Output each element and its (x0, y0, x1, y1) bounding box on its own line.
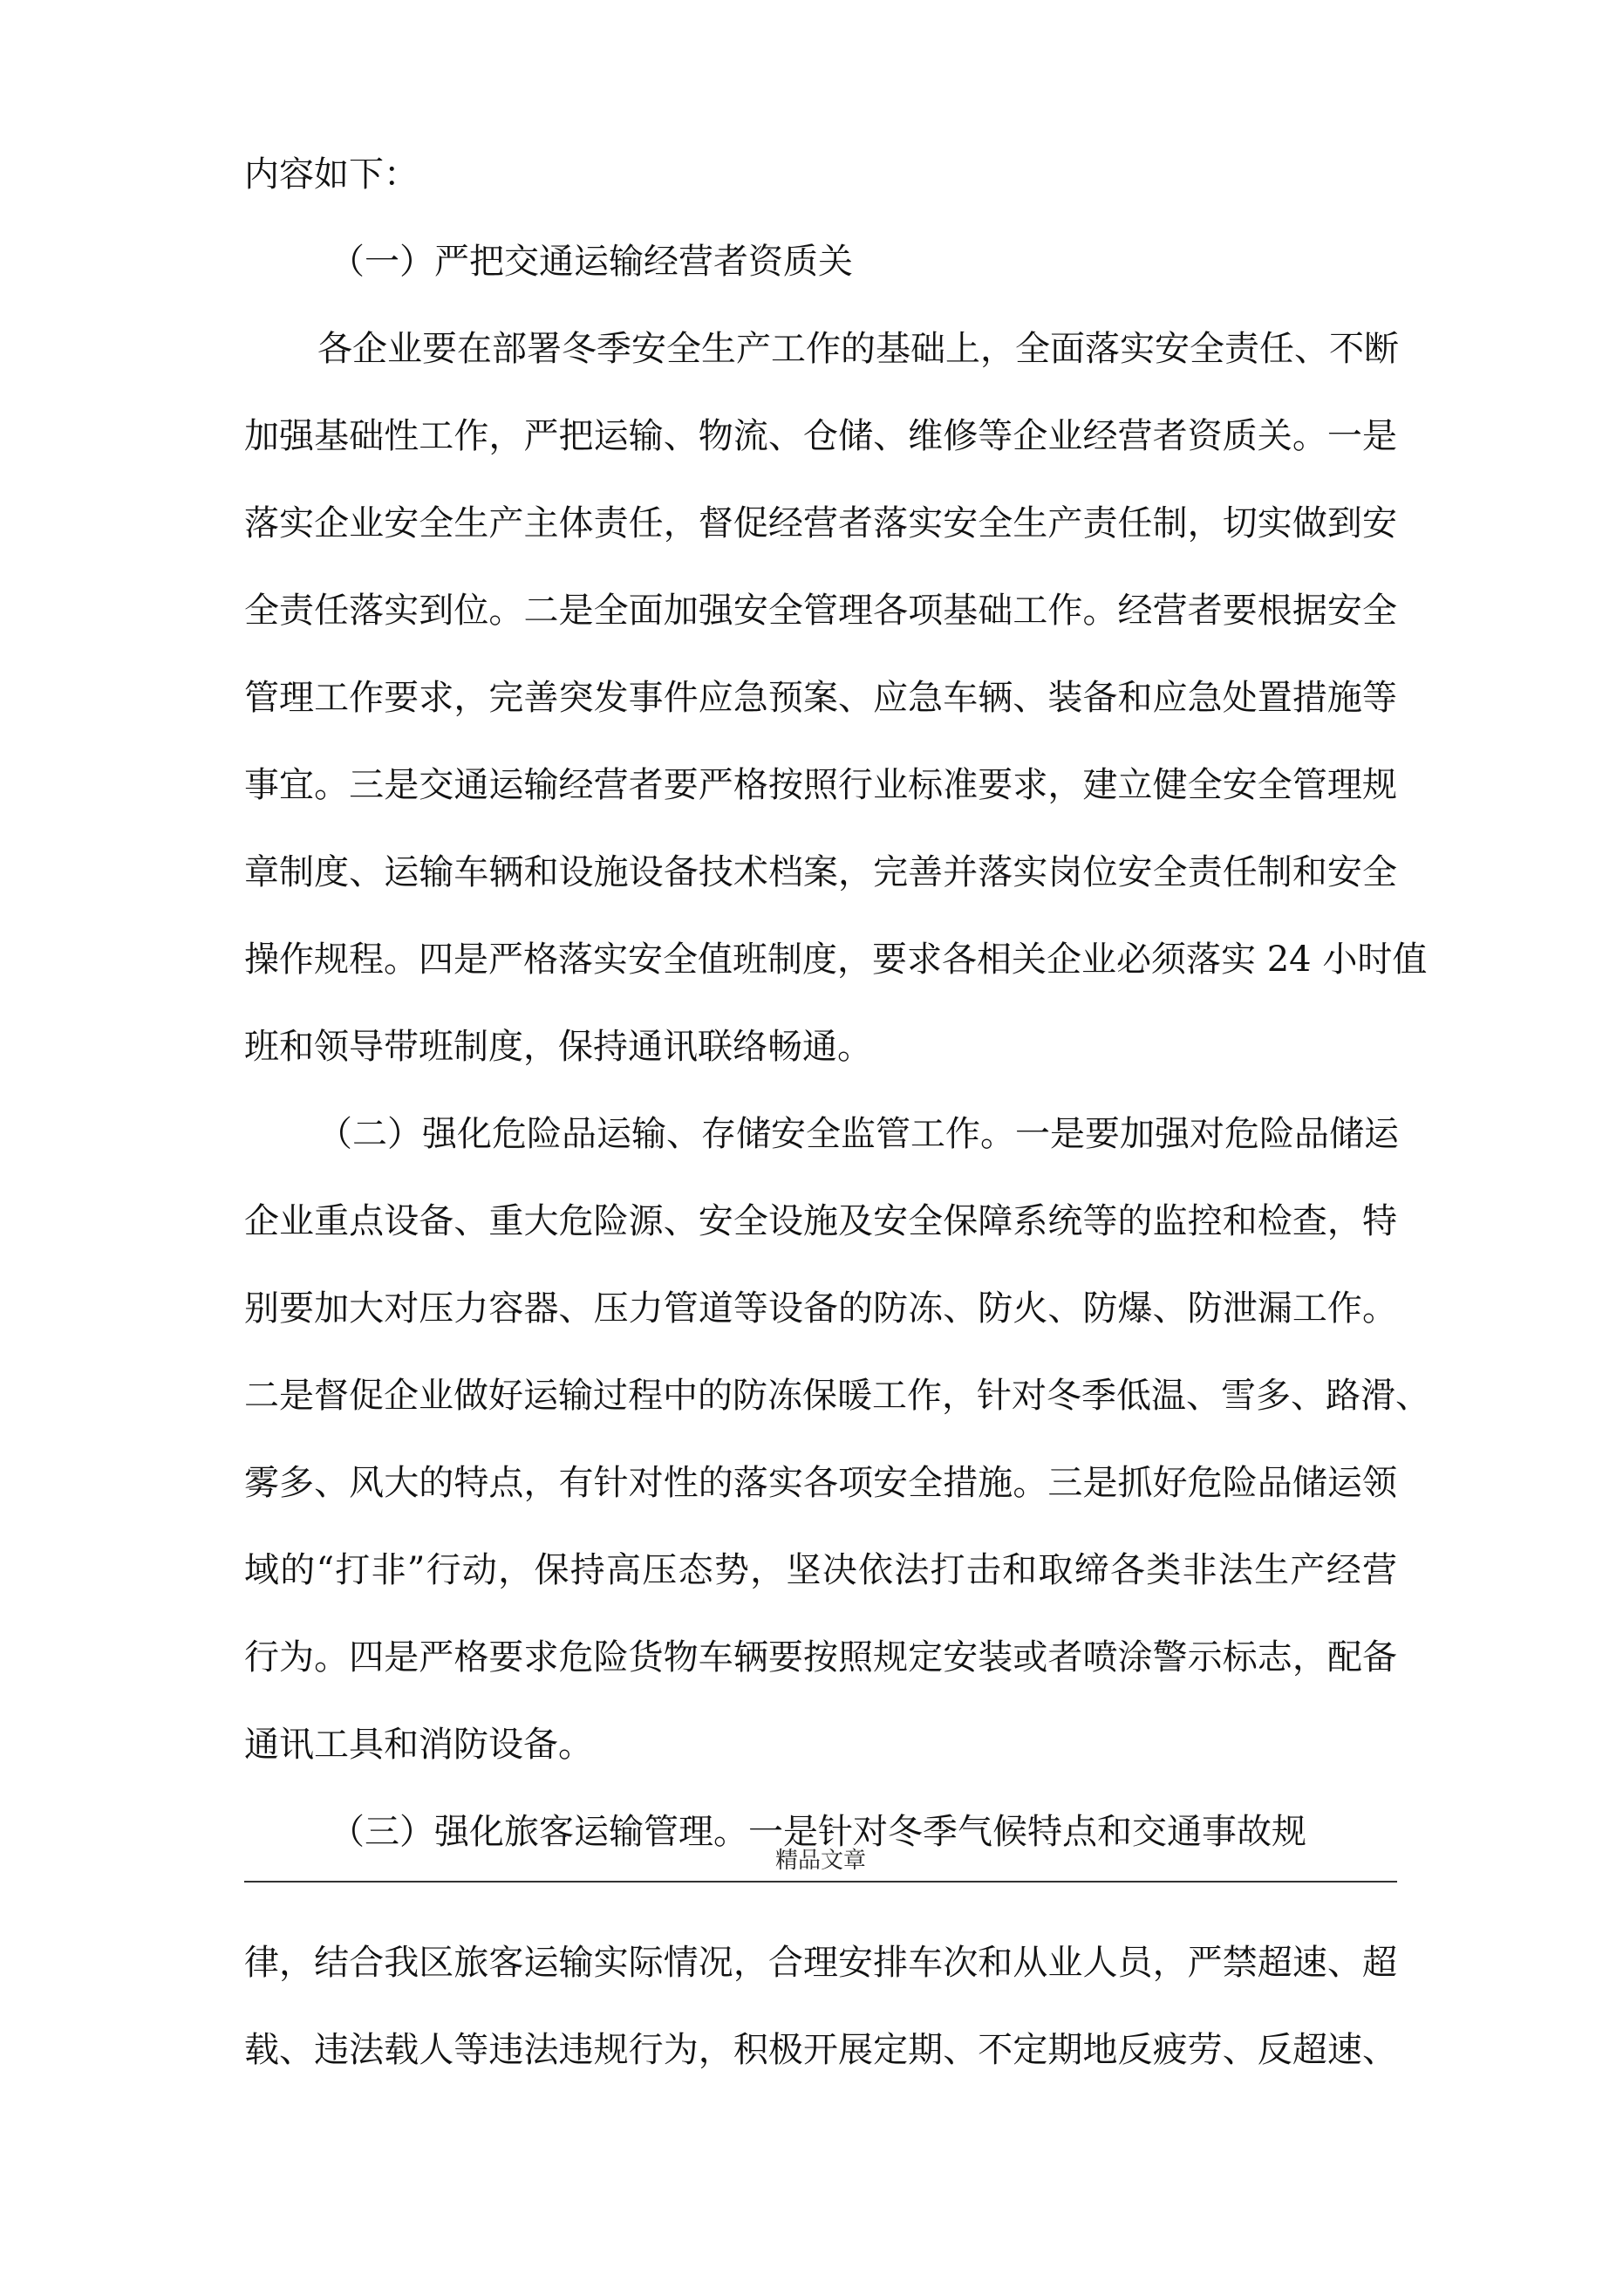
paragraph-line: 落实企业安全生产主体责任，督促经营者落实安全生产责任制，切实做到安 (244, 503, 1397, 543)
section-heading-1: （一）严把交通运输经营者资质关 (330, 242, 853, 282)
paragraph-line: 操作规程。四是严格落实安全值班制度，要求各相关企业必须落实 24 小时值 (244, 940, 1428, 980)
paragraph-line: 域的“打非”行动，保持高压态势，坚决依法打击和取缔各类非法生产经营 (244, 1550, 1397, 1590)
footer-divider (244, 1881, 1397, 1883)
section-heading-2-line: （二）强化危险品运输、存储安全监管工作。一是要加强对危险品储运 (317, 1114, 1399, 1154)
paragraph-line: 别要加大对压力容器、压力管道等设备的防冻、防火、防爆、防泄漏工作。 (244, 1288, 1397, 1329)
paragraph-line: 通讯工具和消防设备。 (244, 1725, 593, 1765)
paragraph-line: 载、违法载人等违法违规行为，积极开展定期、不定期地反疲劳、反超速、 (244, 2030, 1397, 2070)
paragraph-line: 内容如下： (244, 154, 419, 195)
paragraph-line: 管理工作要求，完善突发事件应急预案、应急车辆、装备和应急处置措施等 (244, 678, 1397, 718)
page-footer: 精品文章 (774, 1848, 866, 1874)
paragraph-line: 事宜。三是交通运输经营者要严格按照行业标准要求，建立健全安全管理规 (244, 765, 1397, 805)
paragraph-line: 企业重点设备、重大危险源、安全设施及安全保障系统等的监控和检查，特 (244, 1201, 1397, 1241)
paragraph-line: 班和领导带班制度，保持通讯联络畅通。 (244, 1027, 872, 1067)
paragraph-line: 二是督促企业做好运输过程中的防冻保暖工作，针对冬季低温、雪多、路滑、 (244, 1376, 1430, 1416)
paragraph-line: 加强基础性工作，严把运输、物流、仓储、维修等企业经营者资质关。一是 (244, 416, 1397, 456)
section-heading-3-line: （三）强化旅客运输管理。一是针对冬季气候特点和交通事故规 (330, 1812, 1306, 1852)
paragraph-line: 雾多、风大的特点，有针对性的落实各项安全措施。三是抓好危险品储运领 (244, 1463, 1397, 1503)
paragraph-line: 全责任落实到位。二是全面加强安全管理各项基础工作。经营者要根据安全 (244, 591, 1397, 631)
paragraph-line: 行为。四是严格要求危险货物车辆要按照规定安装或者喷涂警示标志，配备 (244, 1637, 1397, 1678)
paragraph-line: 各企业要在部署冬季安全生产工作的基础上，全面落实安全责任、不断 (317, 329, 1399, 369)
paragraph-line: 律，结合我区旅客运输实际情况，合理安排车次和从业人员，严禁超速、超 (244, 1943, 1397, 1983)
paragraph-line: 章制度、运输车辆和设施设备技术档案，完善并落实岗位安全责任制和安全 (244, 852, 1397, 892)
